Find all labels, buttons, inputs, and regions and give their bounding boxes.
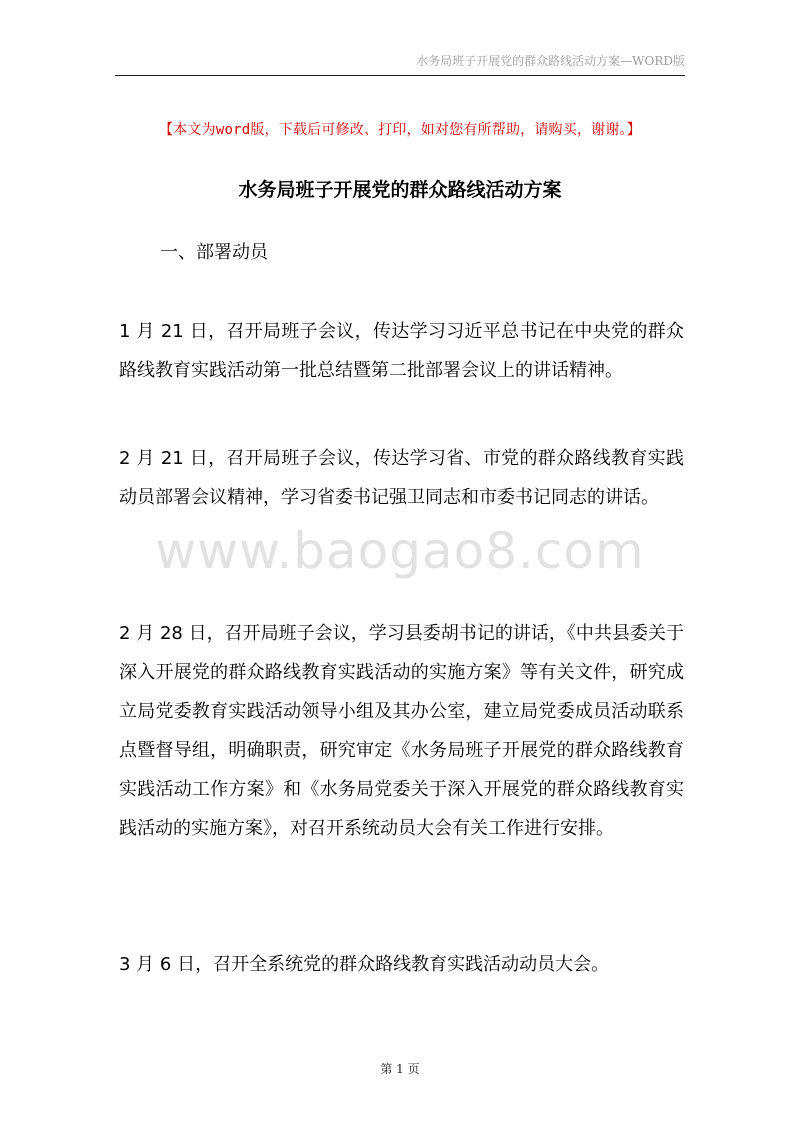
header-divider — [115, 75, 685, 76]
paragraph: 3 月 6 日，召开全系统党的群众路线教育实践活动动员大会。 — [119, 954, 610, 975]
document-title: 水务局班子开展党的群众路线活动方案 — [238, 179, 562, 201]
running-header: 水务局班子开展党的群众路线活动方案—WORD版 — [416, 54, 685, 68]
watermark: www.baogao8.com — [155, 522, 645, 580]
paragraph: 2 月 21 日，召开局班子会议，传达学习省、市党的群众路线教育实践动员部署会议精神，学习省委书记强卫同志和市委书记同志的讲话。 — [119, 448, 684, 508]
download-notice: 【本文为word版，下载后可修改、打印，如对您有所帮助，请购买，谢谢。】 — [159, 122, 641, 138]
paragraph: 1 月 21 日，召开局班子会议，传达学习习近平总书记在中央党的群众路线教育实践活动第一批总结暨第二批部署会议上的讲话精神。 — [119, 321, 684, 381]
page-number: 第 1 页 — [380, 1062, 420, 1076]
section-heading: 一、部署动员 — [160, 242, 268, 263]
paragraph: 2 月 28 日，召开局班子会议，学习县委胡书记的讲话，《中共县委关于深入开展党的群众路线教育实践活动的实施方案》等有关文件，研究成立局党委教育实践活动领导小组及其办公室，建立局党委成员活动联系点暨督导组，明确职责，研究审定《水务局班子开展党的群众路线教育实践活动工作方案》和《水务局党委关于深入开展党的群众路线教育实践活动的实施方案》，对召开系统动员大会有关工作进行安排。 — [119, 623, 684, 839]
